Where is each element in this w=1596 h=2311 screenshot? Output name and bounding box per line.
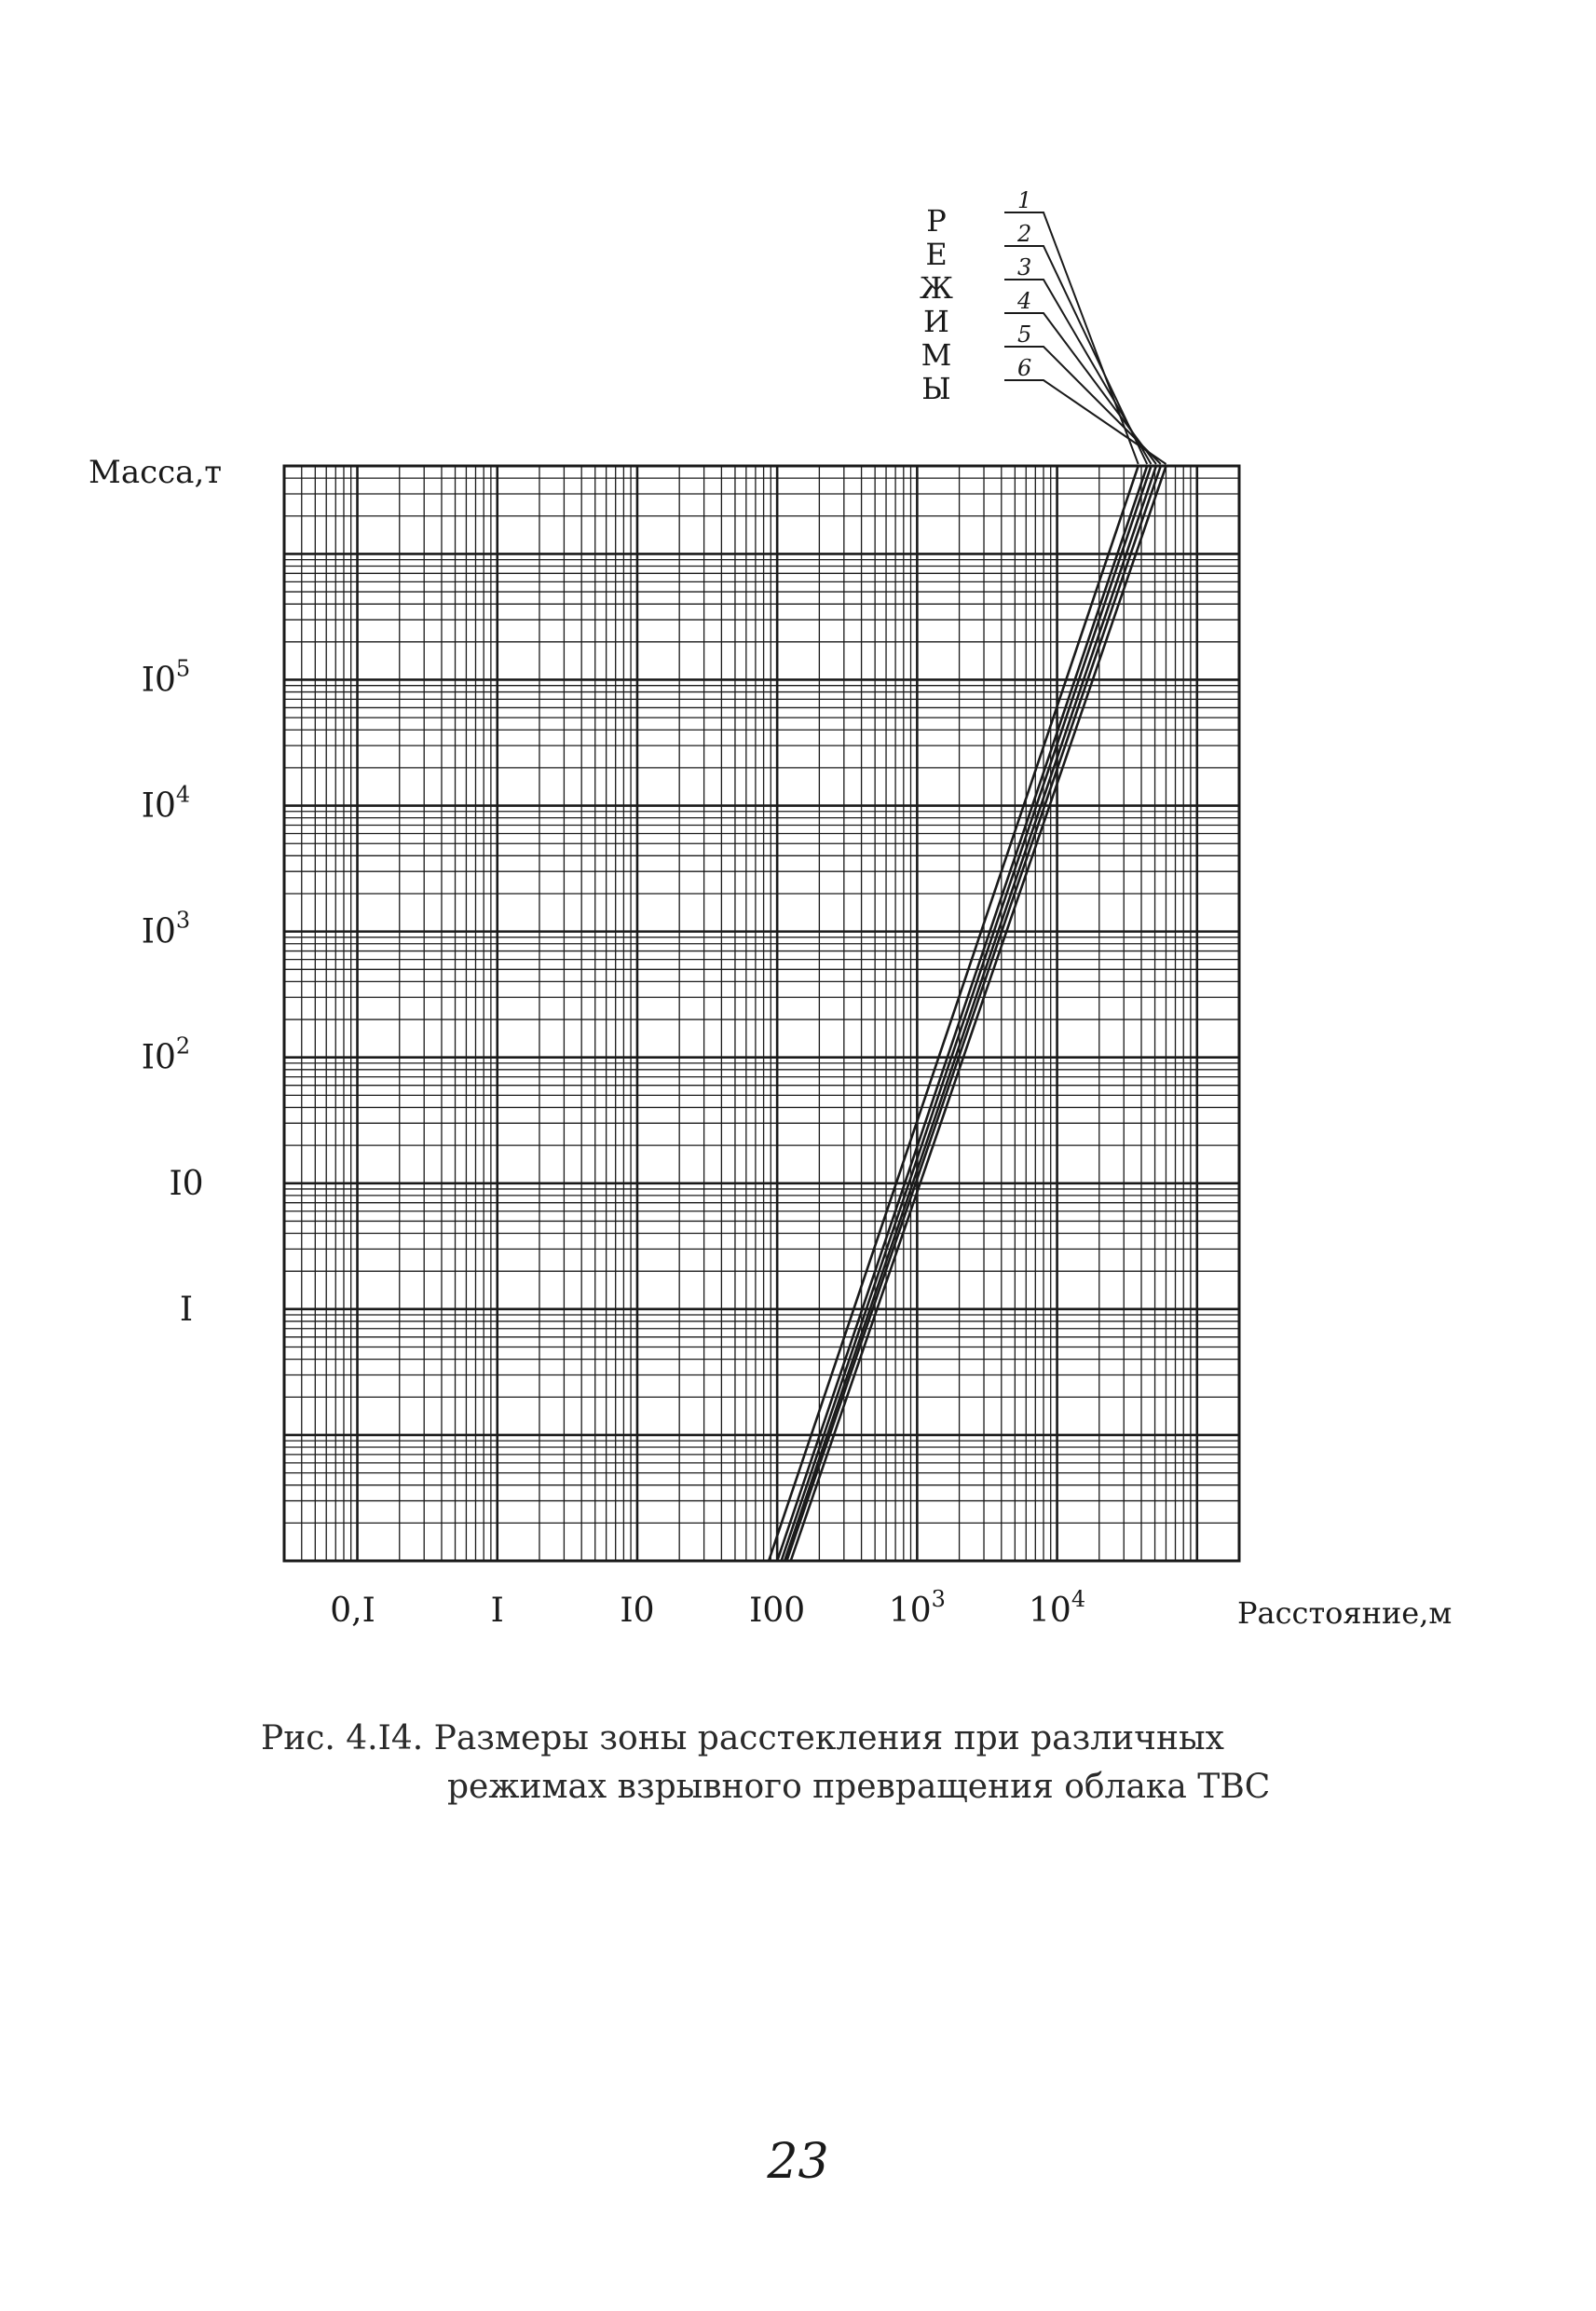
legend-title-letter: Р: [926, 203, 947, 239]
legend-title-letter: Ы: [921, 371, 951, 406]
page-number: 23: [767, 2134, 829, 2190]
legend-title-letter: Ж: [920, 270, 953, 306]
x-tick-label: I: [490, 1592, 504, 1630]
x-tick-label: $10^4$: [1029, 1586, 1086, 1630]
x-tick-label: 0,I: [330, 1592, 375, 1630]
y-tick-label: I0: [169, 1164, 204, 1203]
x-axis-label: Расстояние,м: [1237, 1595, 1453, 1631]
legend-title-letter: Е: [925, 237, 948, 272]
y-tick-label: $I0^4$: [141, 781, 191, 826]
x-tick-label: $10^3$: [888, 1586, 946, 1630]
y-tick-label: $I0^2$: [141, 1032, 191, 1077]
legend: [920, 187, 1166, 464]
legend-label-4: 4: [1017, 288, 1032, 314]
caption-line-2: режимах взрывного превращения облака ТВС: [447, 1768, 1271, 1806]
y-tick-labels: [142, 655, 204, 1328]
legend-title-letter: И: [923, 304, 949, 339]
y-tick-label: $I0^3$: [141, 907, 191, 951]
legend-label-3: 3: [1017, 254, 1032, 280]
x-tick-label: I00: [749, 1592, 806, 1630]
legend-label-1: 1: [1017, 187, 1032, 213]
caption-line-1: Рис. 4.I4. Размеры зоны расстекления при различных: [261, 1719, 1224, 1757]
legend-title-letter: М: [921, 337, 952, 373]
legend-label-6: 6: [1017, 355, 1032, 381]
y-axis-label: Масса,т: [89, 454, 223, 491]
figure-caption: [261, 1715, 1379, 1812]
y-tick-label: $I0^5$: [141, 655, 191, 700]
legend-label-5: 5: [1017, 321, 1032, 348]
x-tick-labels: [330, 1586, 1085, 1630]
x-tick-label: I0: [620, 1592, 655, 1630]
legend-label-2: 2: [1017, 221, 1032, 247]
y-tick-label: I: [179, 1290, 194, 1329]
